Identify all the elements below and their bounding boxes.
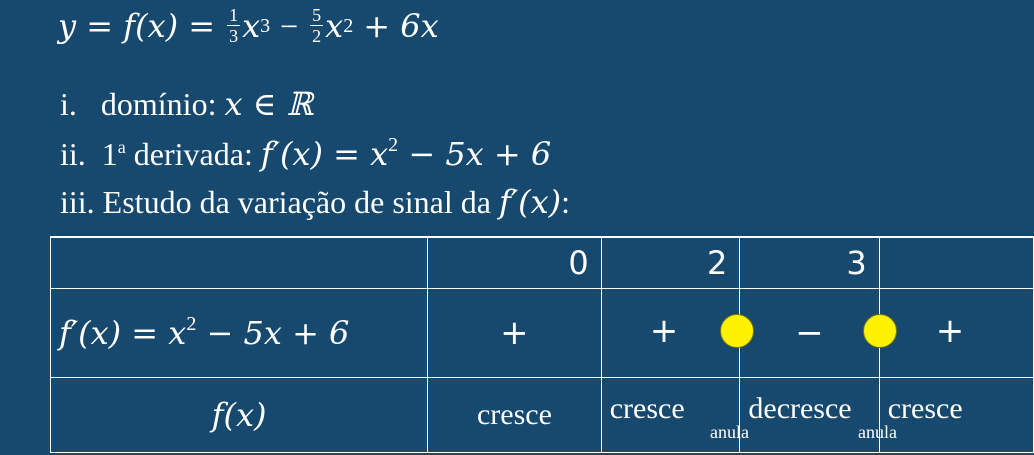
critical-point-0: 0 [568, 244, 589, 282]
behavior-3: decresce [748, 392, 852, 425]
function-definition: y = f(x) = $\frac{1}{3}$ x 3 − $\frac{5}{2}$ x 2 + 6x [58, 5, 439, 46]
step-sign-study: iii. Estudo da variação de sinal da f′(x): [60, 183, 570, 221]
derivative-label: $f'(x) = x^2 - 5x + 6$ [51, 289, 428, 378]
behavior-4: cresce [887, 392, 963, 425]
step-domain: i. domínio: x ∈ ℝ [60, 85, 314, 123]
header-row [51, 238, 1034, 289]
sign-2: + [649, 311, 679, 351]
zero-marker-x3 [863, 314, 897, 348]
step-first-derivative: ii. 1$^a$ derivada: $f'(x) = x^2 - 5x + 6$ [60, 134, 552, 173]
critical-point-3: 3 [846, 244, 867, 282]
sign-3: − [795, 313, 824, 353]
sign-1: + [500, 313, 529, 353]
zero-note-x2: anula [710, 422, 749, 442]
behavior-2: cresce [609, 392, 685, 425]
fraction-one-third: $\frac{1}{3}$ [229, 5, 239, 46]
sign-4: + [935, 311, 965, 351]
fraction-five-halves: $\frac{5}{2}$ [312, 5, 322, 46]
formula-lhs: y = f(x) = [58, 6, 216, 45]
behavior-1: cresce [476, 398, 552, 431]
zero-note-x3: anula [858, 422, 897, 442]
function-label: f(x) [51, 378, 428, 453]
critical-point-2: 2 [707, 244, 728, 282]
zero-marker-x2 [720, 314, 754, 348]
